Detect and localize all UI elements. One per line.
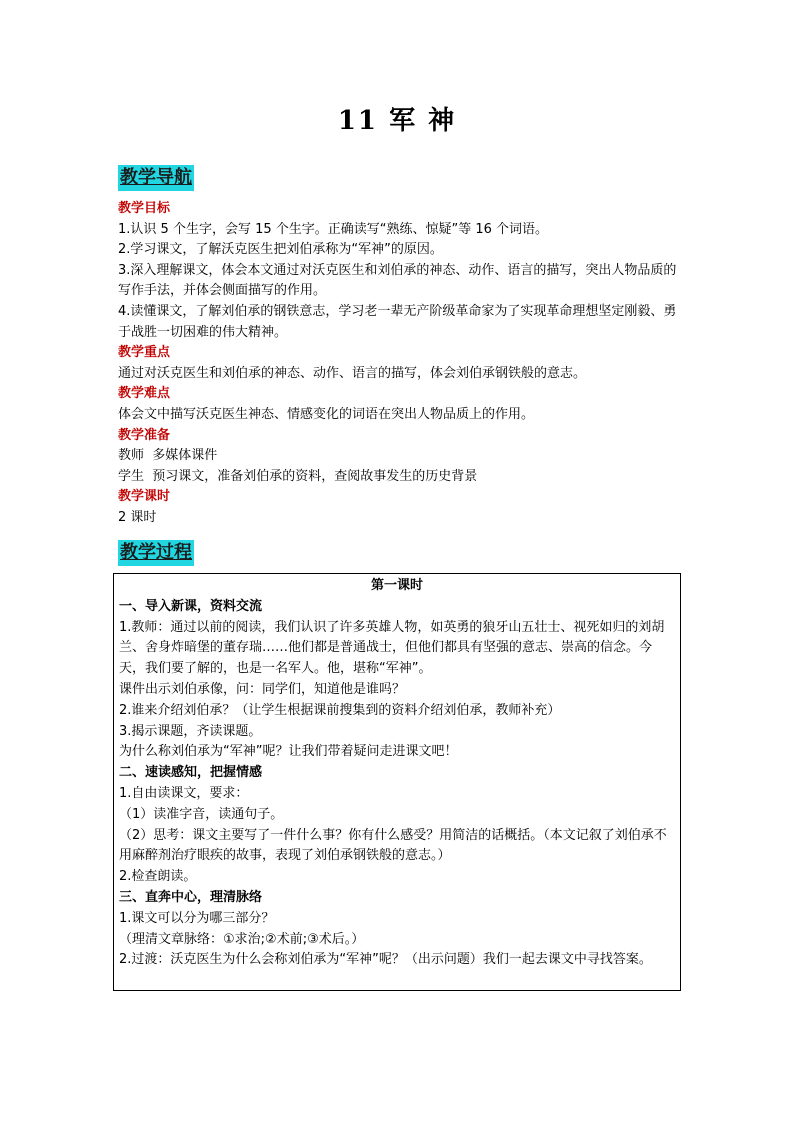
goal-item: 1.认识 5 个生字，会写 15 个生字。正确读写“熟练、惊疑”等 16 个词语。 <box>118 221 549 237</box>
nav-block <box>118 199 680 529</box>
difficulty-label: 教学难点 <box>118 386 171 402</box>
process-table <box>113 573 681 991</box>
key-label: 教学重点 <box>118 345 171 361</box>
prep-label: 教学准备 <box>118 427 171 443</box>
process-line: 2.过渡：沃克医生为什么会称刘伯承为“军神”呢？（出示问题）我们一起去课文中寻找答案。 <box>119 952 652 968</box>
goals-label: 教学目标 <box>118 201 171 216</box>
process-lines <box>119 597 675 971</box>
process-line: （理清文章脉络：①求治;②术前;③术后。） <box>119 931 365 947</box>
process-line: 2.谁来介绍刘伯承？（让学生根据课前搜集到的资料介绍刘伯承，教师补充） <box>119 702 561 718</box>
process-line: 1.教师：通过以前的阅读，我们认识了许多英雄人物，如英勇的狼牙山五壮士、视死如归的刘胡兰、舍身炸暗堡的董存瑞……他们都是普通战士，但他们都具有坚强的意志、崇高的信念。今天，我们要了解的，也是一名军人。他，堪称“军神”。 <box>119 619 665 677</box>
hours-label: 教学课时 <box>118 489 171 505</box>
process-section-heading: 三、直奔中心，理清脉络 <box>119 889 263 905</box>
process-line: （1）读准字音，读通句子。 <box>119 806 284 822</box>
difficulty-text: 体会文中描写沃克医生神态、情感变化的词语在突出人物品质上的作用。 <box>118 406 535 422</box>
process-line: 2.检查朗读。 <box>119 869 197 885</box>
key-text: 通过对沃克医生和刘伯承的神态、动作、语言的描写，体会刘伯承钢铁般的意志。 <box>118 365 587 381</box>
goal-item: 4.读懂课文，了解刘伯承的钢铁意志，学习老一辈无产阶级革命家为了实现革命理想坚定刚毅、勇于战胜一切困难的伟大精神。 <box>118 303 677 340</box>
process-section-heading: 二、速读感知，把握情感 <box>119 765 263 781</box>
period-title: 第一课时 <box>370 578 423 593</box>
prep-item: 学生 预习课文，准备刘伯承的资料，查阅故事发生的历史背景 <box>118 468 478 484</box>
process-line: 为什么称刘伯承为“军神”呢？让我们带着疑问走进课文吧！ <box>119 744 458 760</box>
section-heading-process: 教学过程 <box>118 540 194 566</box>
lesson-title: 11 军 神 <box>337 106 457 136</box>
goal-item: 2.学习课文，了解沃克医生把刘伯承称为“军神”的原因。 <box>118 242 443 258</box>
process-line: 课件出示刘伯承像，问：同学们，知道他是谁吗？ <box>119 681 406 697</box>
section-heading-nav: 教学导航 <box>118 165 194 191</box>
goal-item: 3.深入理解课文，体会本文通过对沃克医生和刘伯承的神态、动作、语言的描写，突出人物品质的写作手法，并体会侧面描写的作用。 <box>118 262 677 299</box>
prep-item: 教师 多媒体课件 <box>118 448 218 464</box>
process-section-heading: 一、导入新课，资料交流 <box>119 598 263 614</box>
process-line: 1.课文可以分为哪三部分？ <box>119 910 275 926</box>
process-line: 3.揭示课题，齐读课题。 <box>119 723 262 739</box>
process-line: （2）思考：课文主要写了一件什么事？你有什么感受？用简洁的话概括。（本文记叙了刘伯承不用麻醉剂治疗眼疾的故事，表现了刘伯承钢铁般的意志。） <box>119 827 667 864</box>
process-line: 1.自由读课文，要求： <box>119 785 249 801</box>
hours-text: 2 课时 <box>118 509 157 525</box>
